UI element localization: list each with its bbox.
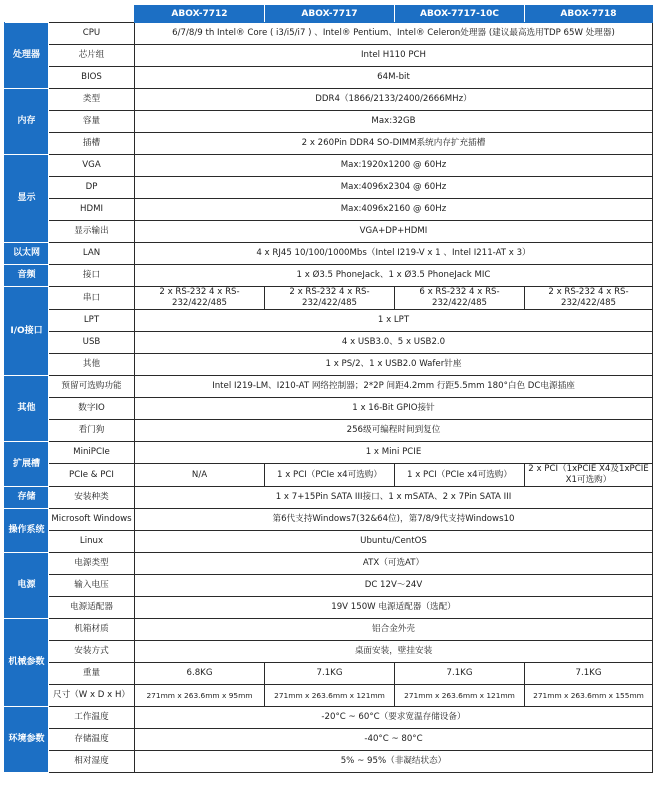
table-row: [5, 89, 653, 111]
spec-label: BIOS: [49, 67, 135, 89]
table-row: [5, 287, 653, 310]
spec-value: N/A: [135, 464, 265, 487]
spec-label: 工作温度: [49, 707, 135, 729]
spec-value: Max:32GB: [135, 111, 653, 133]
table-row: [5, 597, 653, 619]
spec-value: 4 x USB3.0、5 x USB2.0: [135, 332, 653, 354]
spec-value: 64M-bit: [135, 67, 653, 89]
table-row: [5, 641, 653, 663]
category-cell: 音频: [5, 265, 49, 287]
category-cell: 内存: [5, 89, 49, 155]
model-header: ABOX-7718: [525, 6, 653, 23]
spec-value: 7.1KG: [525, 663, 653, 685]
spec-label: 重量: [49, 663, 135, 685]
table-row: [5, 243, 653, 265]
table-row: [5, 531, 653, 553]
table-row: [5, 23, 653, 45]
spec-label: LPT: [49, 310, 135, 332]
spec-value: Ubuntu/CentOS: [135, 531, 653, 553]
spec-label: 看门狗: [49, 420, 135, 442]
category-cell: 电源: [5, 553, 49, 619]
table-row: [5, 45, 653, 67]
table-row: [5, 398, 653, 420]
header-corner: [5, 6, 135, 23]
category-cell: 操作系统: [5, 509, 49, 553]
spec-label: 数字IO: [49, 398, 135, 420]
table-row: [5, 464, 653, 487]
spec-label: DP: [49, 177, 135, 199]
spec-value: 4 x RJ45 10/100/1000Mbs（Intel I219-V x 1 、Intel I211-AT x 3）: [135, 243, 653, 265]
table-row: [5, 751, 653, 773]
spec-value: 256级可编程时间到复位: [135, 420, 653, 442]
spec-label: LAN: [49, 243, 135, 265]
spec-label: Linux: [49, 531, 135, 553]
category-cell: I/O接口: [5, 287, 49, 376]
spec-value: -20°C ~ 60°C（要求宽温存储设备）: [135, 707, 653, 729]
spec-label: PCIe & PCI: [49, 464, 135, 487]
category-cell: 环境参数: [5, 707, 49, 773]
table-row: [5, 133, 653, 155]
table-row: [5, 354, 653, 376]
spec-value: Intel I219-LM、I210-AT 网络控制器；2*2P 间距4.2mm 行距5.5mm 180°白色 DC电源插座: [135, 376, 653, 398]
table-row: [5, 619, 653, 641]
spec-value: 1 x PCI（PCIe x4可选购）: [395, 464, 525, 487]
spec-label: 显示输出: [49, 221, 135, 243]
spec-label: 安装方式: [49, 641, 135, 663]
table-row: [5, 265, 653, 287]
table-row: [5, 155, 653, 177]
spec-value: 1 x LPT: [135, 310, 653, 332]
spec-value: 6 x RS-232 4 x RS-232/422/485: [395, 287, 525, 310]
spec-label: 类型: [49, 89, 135, 111]
spec-label: 容量: [49, 111, 135, 133]
spec-value: Max:4096x2304 @ 60Hz: [135, 177, 653, 199]
table-row: [5, 67, 653, 89]
category-cell: 处理器: [5, 23, 49, 89]
spec-value: 2 x 260Pin DDR4 SO-DIMM系统内存扩充插槽: [135, 133, 653, 155]
spec-value: 19V 150W 电源适配器（选配）: [135, 597, 653, 619]
spec-value: 2 x PCI（1xPCIE X4及1xPCIE X1可选购）: [525, 464, 653, 487]
spec-label: 存储温度: [49, 729, 135, 751]
table-row: [5, 685, 653, 707]
spec-label: CPU: [49, 23, 135, 45]
spec-label: 接口: [49, 265, 135, 287]
table-row: [5, 575, 653, 597]
table-row: [5, 177, 653, 199]
spec-label: MiniPCIe: [49, 442, 135, 464]
category-cell: 其他: [5, 376, 49, 442]
table-row: [5, 221, 653, 243]
model-header: ABOX-7717: [265, 6, 395, 23]
spec-value: Intel H110 PCH: [135, 45, 653, 67]
table-row: [5, 509, 653, 531]
spec-value: 5% ~ 95%（非凝结状态）: [135, 751, 653, 773]
table-row: [5, 553, 653, 575]
spec-label: VGA: [49, 155, 135, 177]
spec-label: 电源类型: [49, 553, 135, 575]
category-cell: 扩展槽: [5, 442, 49, 487]
table-row: [5, 332, 653, 354]
spec-value: 1 x Ø3.5 PhoneJack、1 x Ø3.5 PhoneJack MIC: [135, 265, 653, 287]
spec-value: Max:1920x1200 @ 60Hz: [135, 155, 653, 177]
spec-value: 2 x RS-232 4 x RS-232/422/485: [525, 287, 653, 310]
spec-value: 2 x RS-232 4 x RS-232/422/485: [135, 287, 265, 310]
spec-label: 串口: [49, 287, 135, 310]
spec-label: 尺寸（W x D x H）: [49, 685, 135, 707]
spec-label: 芯片组: [49, 45, 135, 67]
spec-label: HDMI: [49, 199, 135, 221]
spec-value: 6/7/8/9 th Intel® Core ( i3/i5/i7 ) 、Intel® Pentium、Intel® Celeron处理器 (建议最高选用TDP 65W 处理器): [135, 23, 653, 45]
spec-label: 电源适配器: [49, 597, 135, 619]
spec-table: [4, 5, 653, 773]
model-header: ABOX-7717-10C: [395, 6, 525, 23]
spec-label: 输入电压: [49, 575, 135, 597]
table-body: [5, 23, 653, 773]
model-header: ABOX-7712: [135, 6, 265, 23]
spec-value: 1 x PCI（PCIe x4可选购）: [265, 464, 395, 487]
table-row: [5, 310, 653, 332]
table-row: [5, 729, 653, 751]
table-row: [5, 199, 653, 221]
table-row: [5, 111, 653, 133]
spec-value: 1 x 7+15Pin SATA III接口、1 x mSATA、2 x 7Pin SATA III: [135, 487, 653, 509]
spec-value: -40°C ~ 80°C: [135, 729, 653, 751]
table-row: [5, 663, 653, 685]
spec-value: 271mm x 263.6mm x 121mm: [265, 685, 395, 707]
spec-label: 插槽: [49, 133, 135, 155]
spec-value: 第6代支持Windows7(32&64位)，第7/8/9代支持Windows10: [135, 509, 653, 531]
spec-value: 7.1KG: [265, 663, 395, 685]
table-row: [5, 442, 653, 464]
spec-label: 其他: [49, 354, 135, 376]
spec-value: 1 x PS/2、1 x USB2.0 Wafer针座: [135, 354, 653, 376]
table-row: [5, 376, 653, 398]
header-row: [5, 6, 653, 23]
spec-value: 桌面安装，壁挂安装: [135, 641, 653, 663]
spec-label: Microsoft Windows: [49, 509, 135, 531]
spec-label: 预留可选购功能: [49, 376, 135, 398]
spec-label: USB: [49, 332, 135, 354]
spec-value: 2 x RS-232 4 x RS-232/422/485: [265, 287, 395, 310]
spec-value: 6.8KG: [135, 663, 265, 685]
spec-label: 机箱材质: [49, 619, 135, 641]
spec-value: VGA+DP+HDMI: [135, 221, 653, 243]
spec-value: 1 x Mini PCIE: [135, 442, 653, 464]
table-row: [5, 707, 653, 729]
spec-label: 相对湿度: [49, 751, 135, 773]
spec-value: 7.1KG: [395, 663, 525, 685]
table-row: [5, 420, 653, 442]
table-header: [5, 6, 653, 23]
spec-value: Max:4096x2160 @ 60Hz: [135, 199, 653, 221]
table-row: [5, 487, 653, 509]
spec-value: 1 x 16-Bit GPIO接针: [135, 398, 653, 420]
spec-value: 271mm x 263.6mm x 95mm: [135, 685, 265, 707]
spec-value: 铝合金外壳: [135, 619, 653, 641]
spec-value: ATX（可选AT）: [135, 553, 653, 575]
spec-value: 271mm x 263.6mm x 155mm: [525, 685, 653, 707]
spec-value: DC 12V～24V: [135, 575, 653, 597]
category-cell: 以太网: [5, 243, 49, 265]
spec-label: 安装种类: [49, 487, 135, 509]
category-cell: 机械参数: [5, 619, 49, 707]
spec-value: 271mm x 263.6mm x 121mm: [395, 685, 525, 707]
category-cell: 存储: [5, 487, 49, 509]
category-cell: 显示: [5, 155, 49, 243]
spec-value: DDR4（1866/2133/2400/2666MHz）: [135, 89, 653, 111]
